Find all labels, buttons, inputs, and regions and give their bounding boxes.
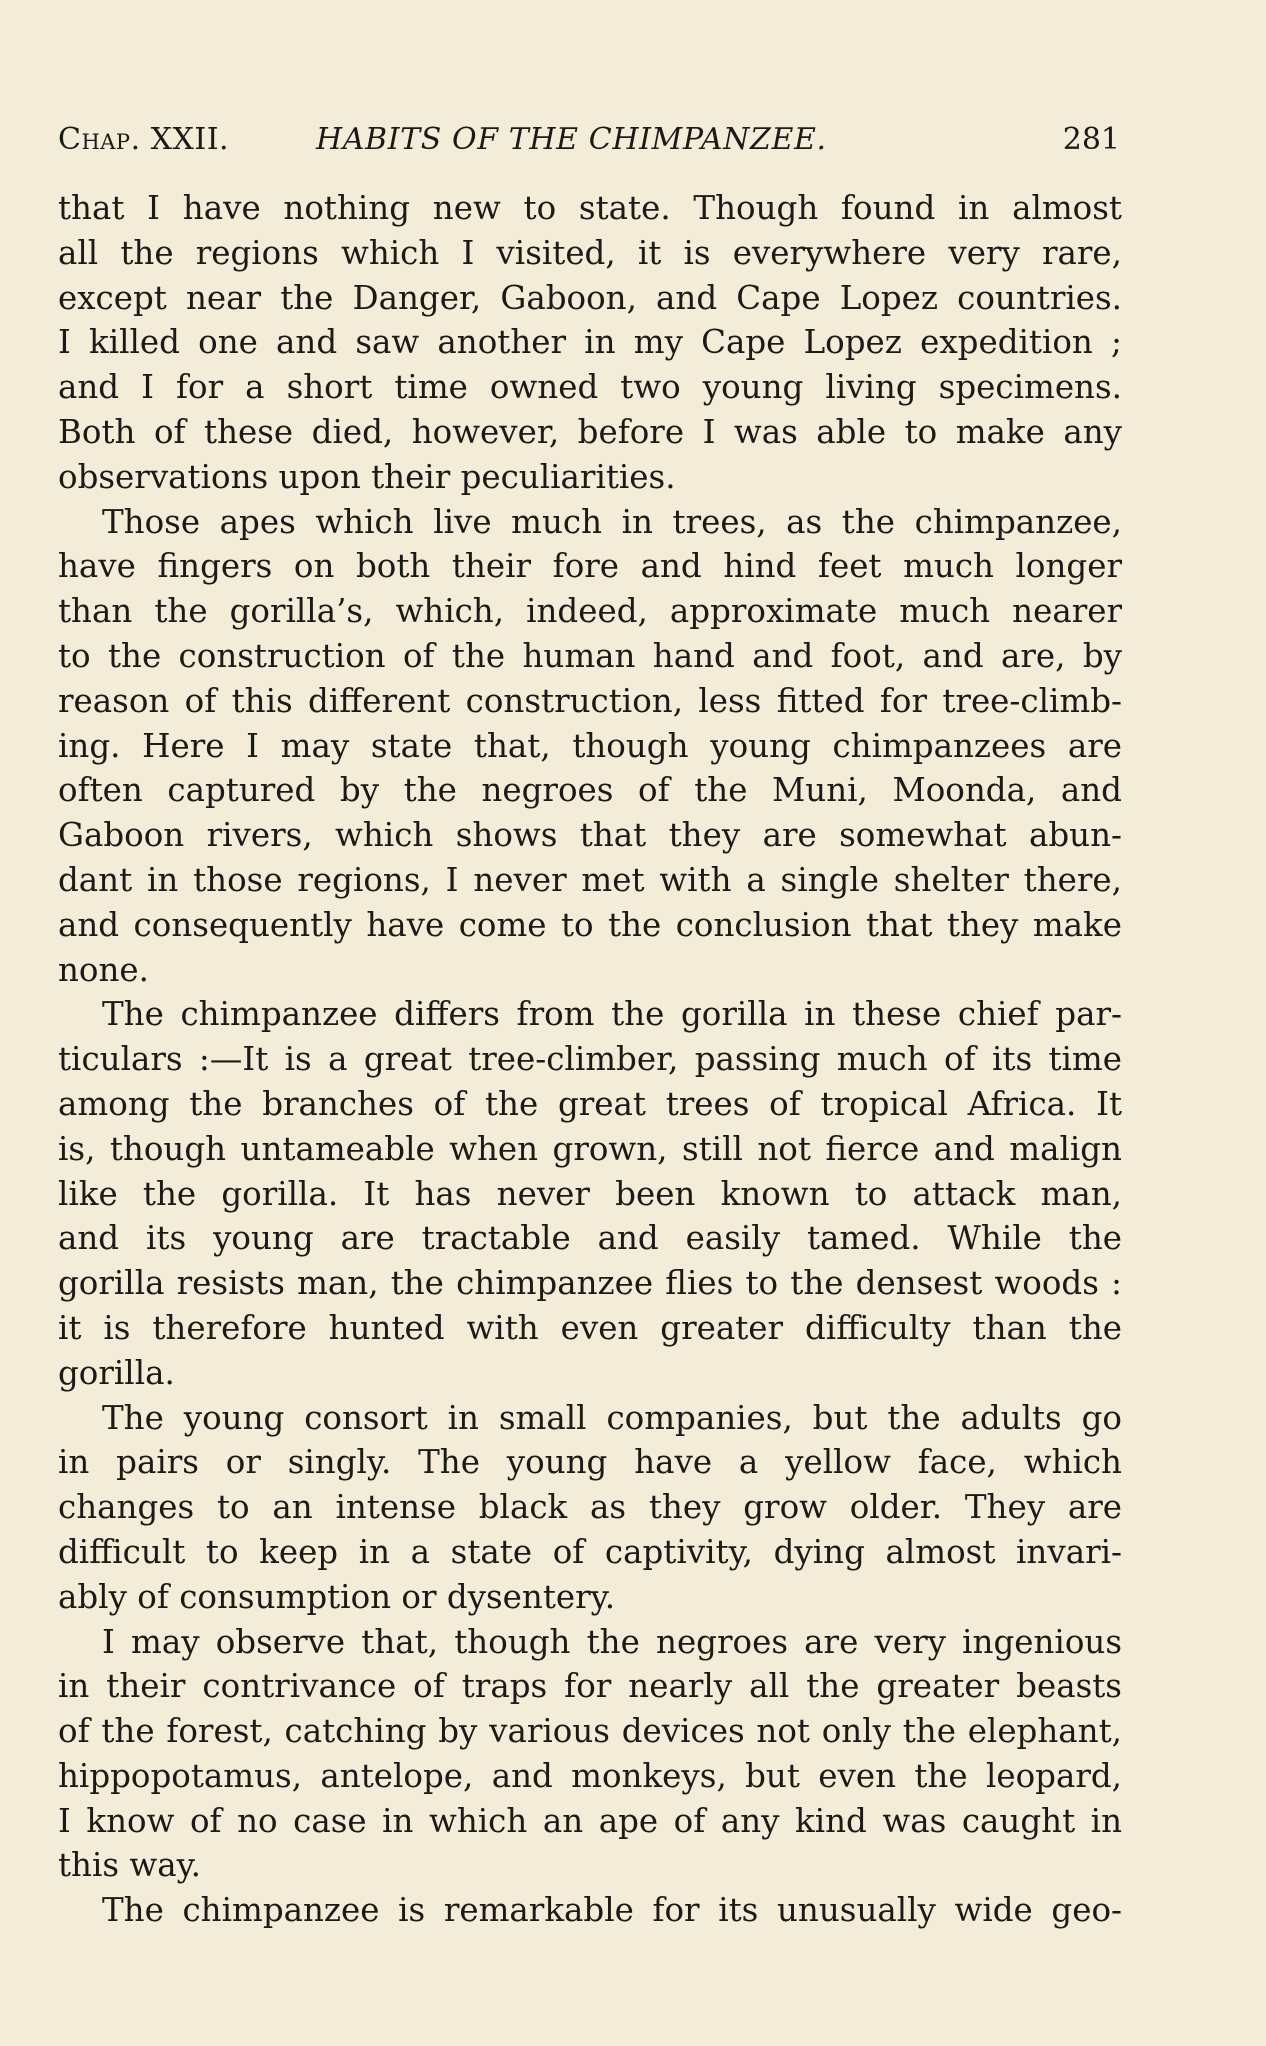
text-line: dant in those regions, I never met with a single shelter there, — [58, 860, 1122, 899]
text-line: observations upon their peculiarities. — [58, 457, 676, 496]
text-line: than the gorilla’s, which, indeed, approximate much nearer — [58, 592, 1122, 631]
text-line: ably of consumption or dysentery. — [58, 1577, 616, 1616]
chapter-title: HABITS OF THE CHIMPANZEE. — [316, 122, 827, 157]
text-line: I know of no case in which an ape of any kind was caught in — [58, 1801, 1122, 1840]
text-line: Both of these died, however, before I was able to make any — [58, 412, 1122, 451]
text-line: this way. — [58, 1846, 201, 1885]
text-line: The chimpanzee differs from the gorilla in these chief par- — [102, 995, 1122, 1034]
text-line: in their contrivance of traps for nearly all the greater beasts — [58, 1667, 1122, 1706]
text-line: changes to an intense black as they grow older. They are — [58, 1488, 1122, 1527]
text-line: like the gorilla. It has never been known to attack man, — [58, 1174, 1122, 1213]
text-line: difficult to keep in a state of captivity, dying almost invari- — [58, 1532, 1122, 1571]
text-line: it is therefore hunted with even greater difficulty than the — [58, 1308, 1122, 1347]
text-line: all the regions which I visited, it is everywhere very rare, — [58, 233, 1122, 272]
text-line: have fingers on both their fore and hind feet much longer — [58, 547, 1122, 586]
text-line: that I have nothing new to state. Though found in almost — [58, 189, 1122, 227]
text-line: Those apes which live much in trees, as the chimpanzee, — [102, 502, 1122, 541]
text-line: to the construction of the human hand and foot, and are, by — [58, 636, 1122, 675]
text-line: Gaboon rivers, which shows that they are somewhat abun- — [58, 816, 1122, 855]
text-line: except near the Danger, Gaboon, and Cape Lopez countries. — [58, 278, 1122, 317]
text-line: I may observe that, though the negroes are very ingenious — [102, 1622, 1122, 1661]
text-line: and its young are tractable and easily tamed. While the — [58, 1219, 1122, 1258]
body-text — [58, 186, 1122, 1933]
text-line: ticulars :—It is a great tree-climber, passing much of its time — [58, 1040, 1122, 1079]
chapter-label: Chap. XXII. — [58, 122, 230, 157]
text-line: in pairs or singly. The young have a yellow face, which — [58, 1443, 1122, 1482]
text-line: gorilla resists man, the chimpanzee flies to the densest woods : — [58, 1264, 1122, 1303]
text-line: hippopotamus, antelope, and monkeys, but even the leopard, — [58, 1756, 1122, 1795]
running-head — [58, 116, 1120, 164]
text-line: is, though untameable when grown, still not fierce and malign — [58, 1129, 1122, 1168]
text-line: ing. Here I may state that, though young chimpanzees are — [58, 726, 1122, 765]
text-line: reason of this different construction, less fitted for tree-climb- — [58, 681, 1122, 720]
text-line: none. — [58, 950, 149, 989]
text-line: and consequently have come to the conclusion that they make — [58, 905, 1122, 944]
page-number: 281 — [1062, 122, 1120, 157]
text-line: The chimpanzee is remarkable for its unusually wide geo- — [102, 1891, 1122, 1930]
text-line: of the forest, catching by various devices not only the elephant, — [58, 1712, 1122, 1751]
text-line: I killed one and saw another in my Cape Lopez expedition ; — [58, 323, 1122, 362]
text-line: gorilla. — [58, 1353, 175, 1392]
text-line: and I for a short time owned two young living specimens. — [58, 368, 1122, 407]
text-line: often captured by the negroes of the Muni, Moonda, and — [58, 771, 1122, 810]
text-line: among the branches of the great trees of tropical Africa. It — [58, 1084, 1122, 1123]
text-line: The young consort in small companies, but the adults go — [102, 1398, 1122, 1437]
